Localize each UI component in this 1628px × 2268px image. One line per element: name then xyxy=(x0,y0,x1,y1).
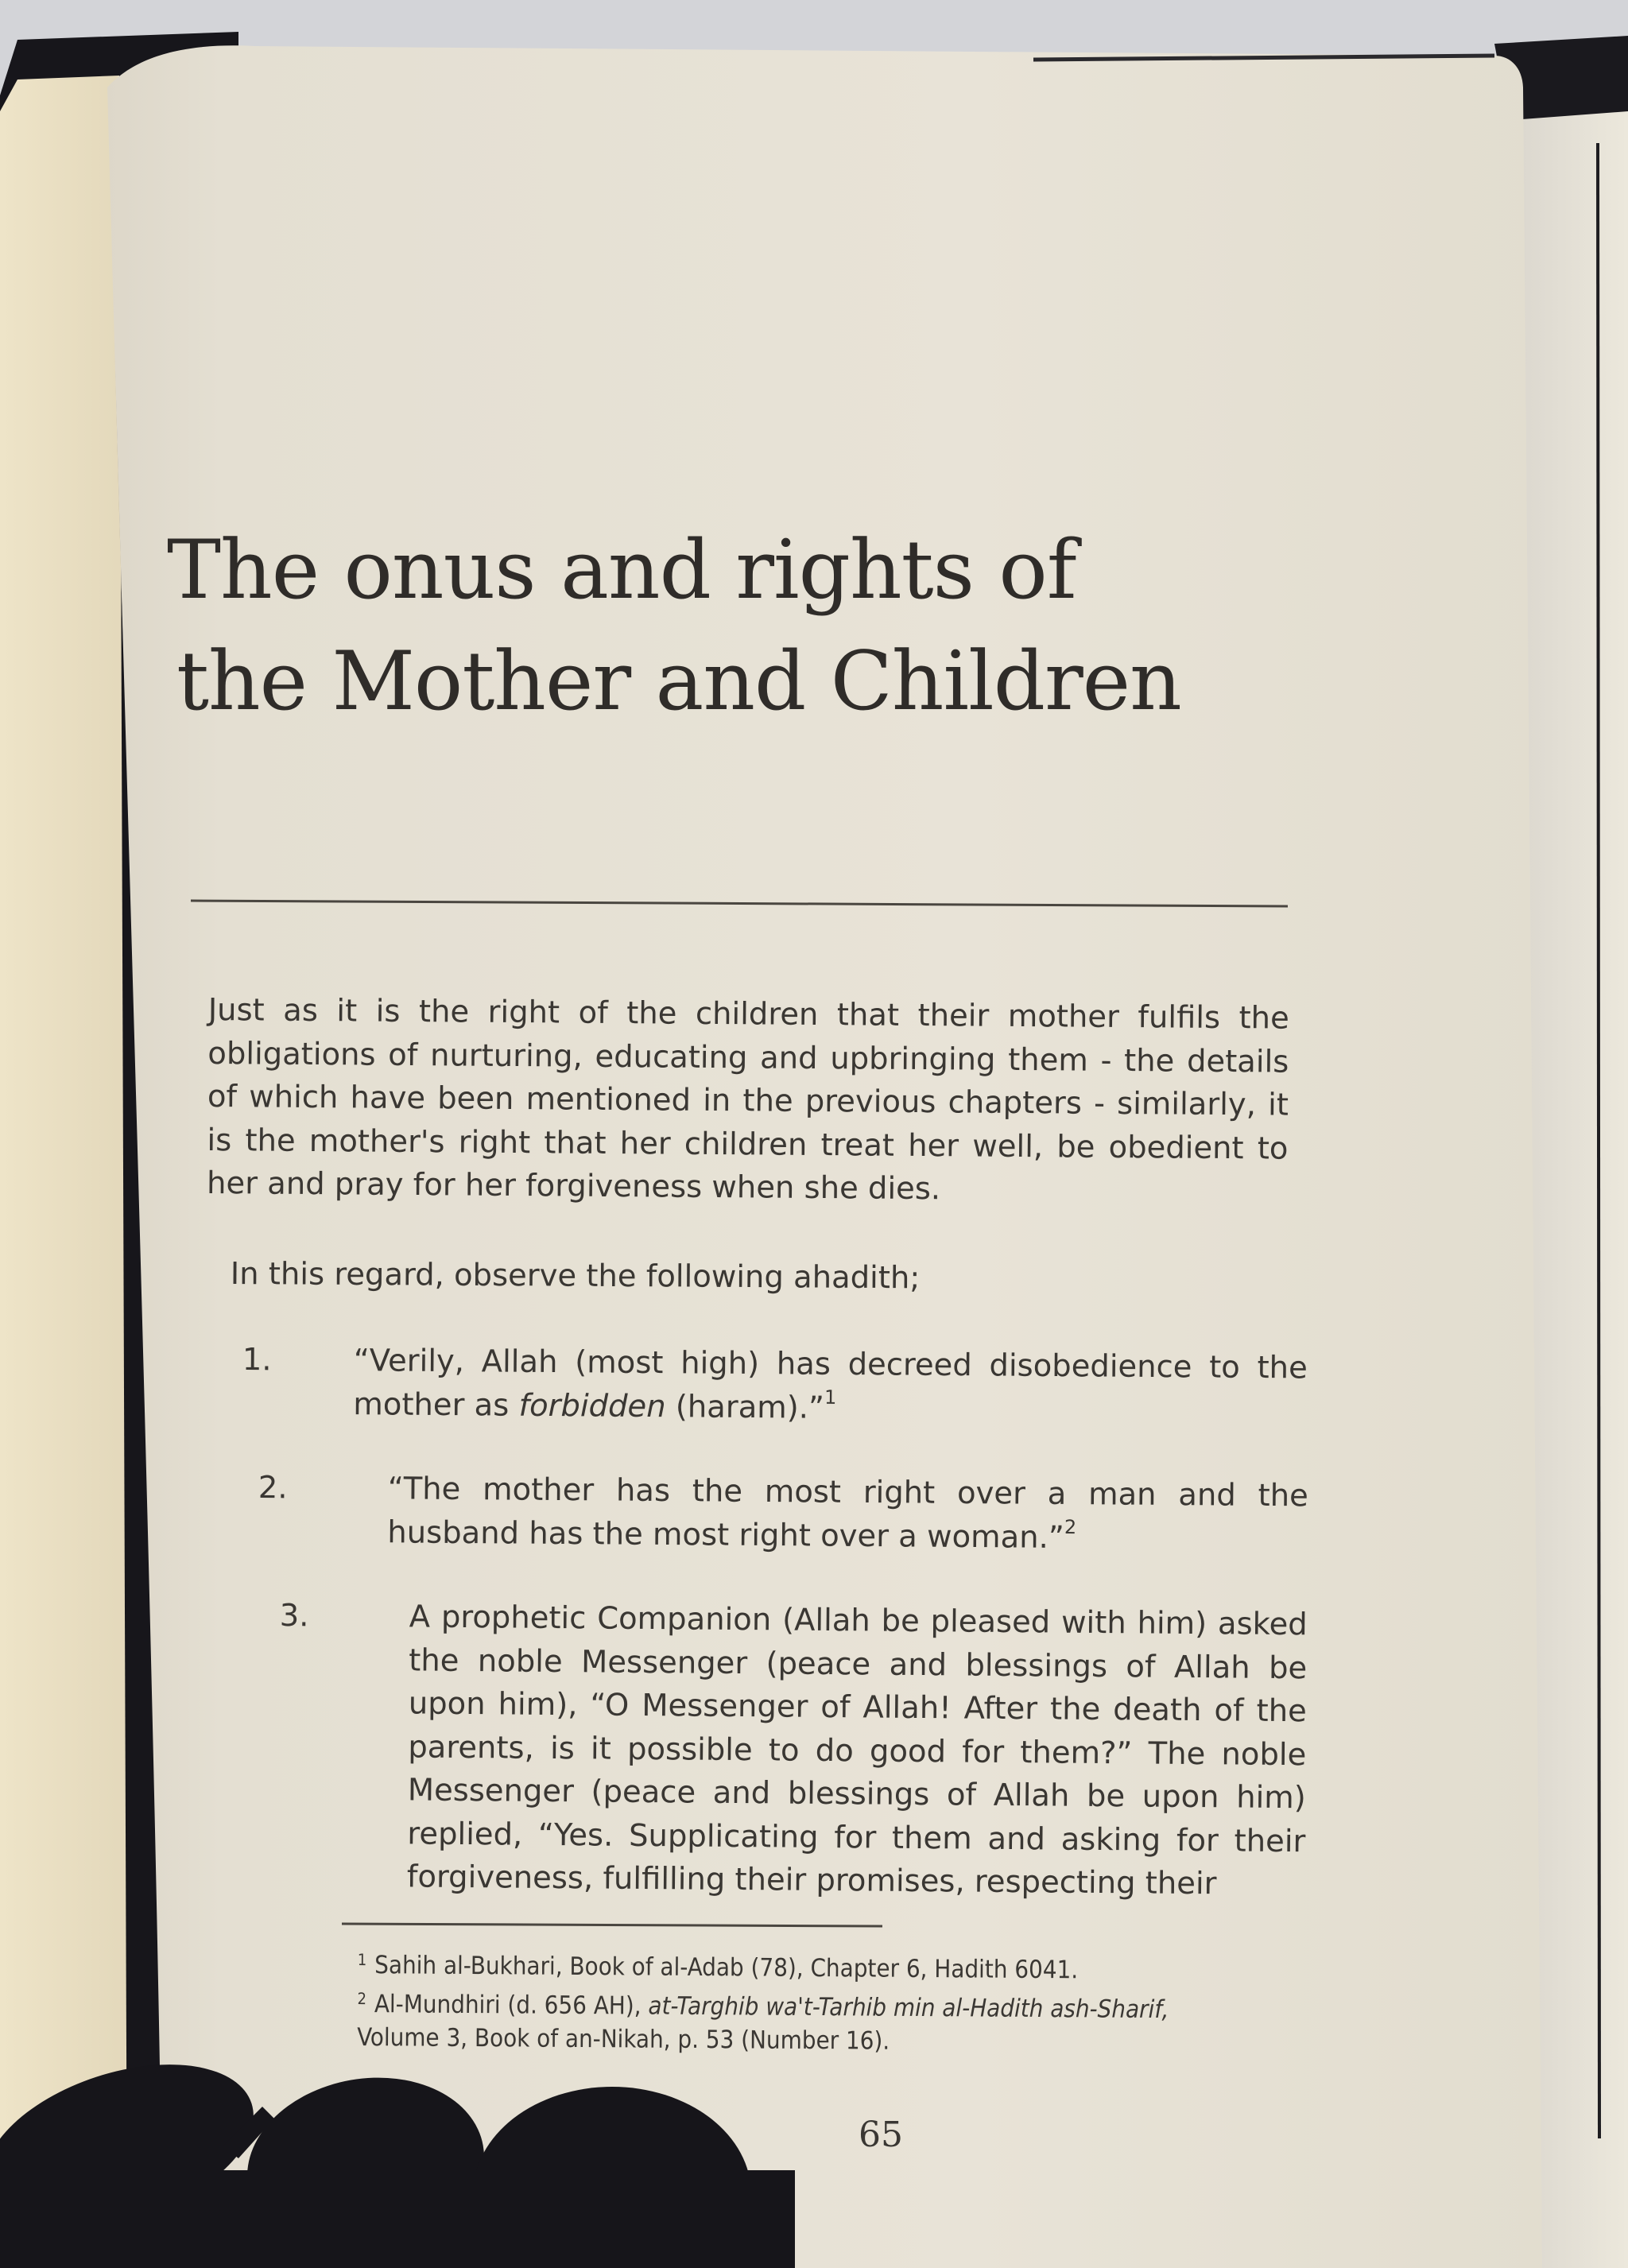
footnote-1: $^1$ Sahih al-Bukhari, Book of al-Adab (78), Chapter 6, Hadith 6041. xyxy=(357,1949,1079,1985)
list-item-text: “The mother has the most right over a man and the husband has the most right over a woman.”$^2$ xyxy=(387,1471,1308,1556)
list-item-text: A prophetic Companion (Allah be pleased with him) asked the noble Messenger (peace and blessings of Allah be upon him), “O Messenger of Allah! After the death of the parents, is it possible to do good for them?” The noble Messenger (peace and blessings of Allah be upon him) replied, “Yes. Supplicating for them and asking for their forgiveness, fulfilling their promises, respecting their xyxy=(406,1599,1308,1902)
footnote-ref: 2 xyxy=(1064,1515,1077,1538)
page-number: 65 xyxy=(859,2115,903,2155)
ahadith-intro-paragraph: In this regard, observe the following ahadith; xyxy=(230,1255,921,1297)
footnote-2-continued: Volume 3, Book of an-Nikah, p. 53 (Number 16). xyxy=(357,2022,890,2056)
list-item-text: “Verily, Allah (most high) has decreed disobedience to the mother as forbidden (haram).”$^1$ xyxy=(353,1343,1308,1426)
list-item-number: 2. xyxy=(258,1469,288,1506)
intro-paragraph: Just as it is the right of the children that their mother fulfils the obligations of nurturing, educating and upbringing them - the details of which have been mentioned in the previous chapters - similarly, it is the mother's right that her children treat her well, be obedient to her and pray for her forgiveness when she dies. xyxy=(206,991,1289,1208)
footnote-2: $^2$ Al-Mundhiri (d. 656 AH), at-Targhib wa't-Tarhib min al-Hadith ash-Sharif, xyxy=(357,1988,1169,2025)
chapter-title xyxy=(167,515,1181,738)
footnotes xyxy=(357,1943,1328,2061)
list-item-number: 1. xyxy=(242,1341,272,1378)
left-page-block xyxy=(0,76,127,2268)
chapter-title-line-2: the Mother and Children xyxy=(176,634,1181,729)
italic-term: forbidden xyxy=(518,1387,666,1425)
list-item-number: 3. xyxy=(279,1597,309,1634)
footnote-ref: 1 xyxy=(824,1386,837,1409)
chapter-title-line-1: The onus and rights of xyxy=(167,523,1076,618)
